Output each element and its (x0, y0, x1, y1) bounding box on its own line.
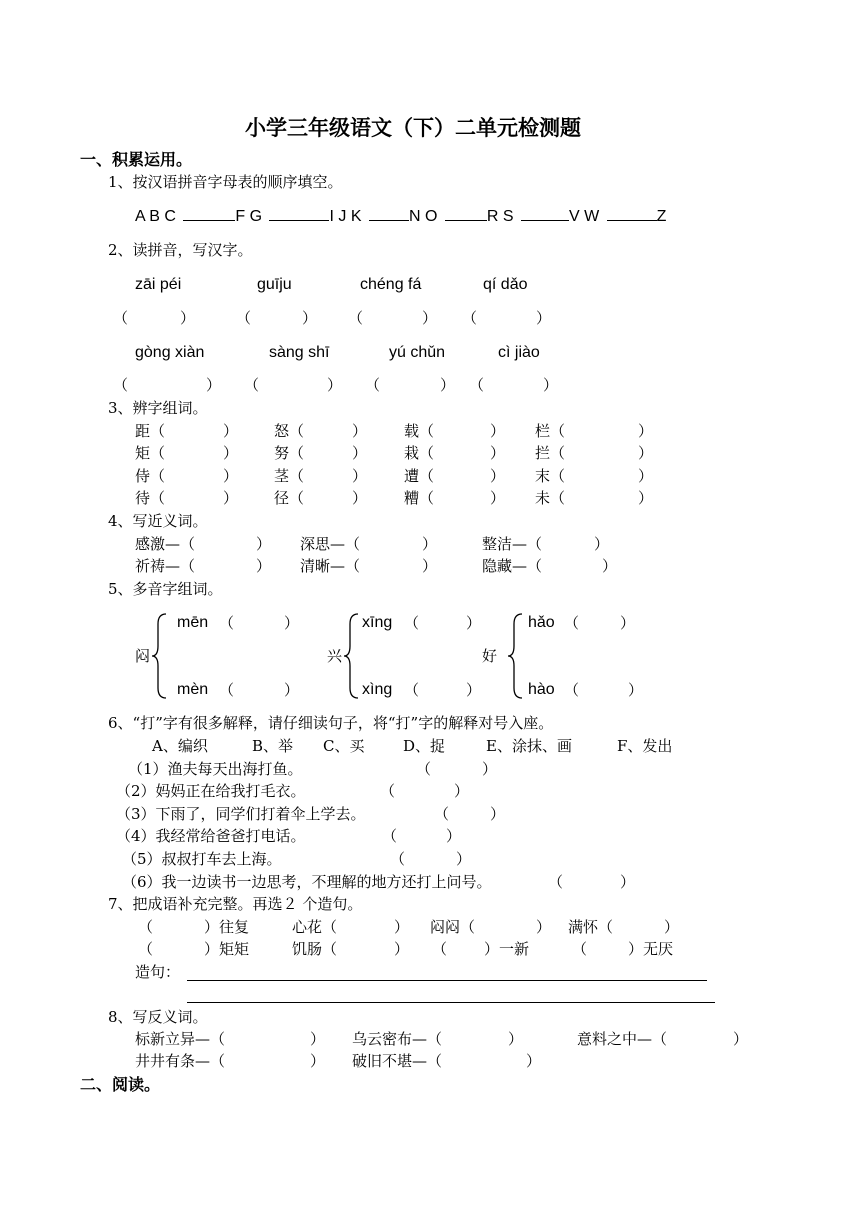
q5-paren-left: （ (404, 614, 420, 632)
q6-paren-right: ） (446, 827, 462, 845)
q6-option: F、发出 (617, 737, 673, 755)
q3-char: 矩（ (135, 444, 166, 462)
q5-paren-left: （ (219, 681, 235, 699)
q1-blank[interactable] (607, 219, 657, 221)
q6-paren-right: ） (456, 850, 472, 868)
q1-letters: R S (486, 208, 514, 225)
q7-part: ）无厌 (628, 940, 674, 958)
q1-blank[interactable] (269, 219, 329, 221)
q4-word: 感激—（ (135, 535, 196, 553)
q2-prompt: 2、读拼音，写汉字。 (108, 241, 253, 259)
q3-close: ） (490, 489, 506, 507)
q3-close: ） (490, 422, 506, 440)
q3-close: ） (352, 422, 368, 440)
q5-pinyin-bottom: xìng (362, 681, 393, 698)
q3-char: 待（ (135, 489, 166, 507)
q3-char: 拦（ (535, 444, 566, 462)
brace-icon (506, 610, 526, 702)
q1-letters: V W (568, 208, 600, 225)
q6-paren-left: （ (416, 760, 432, 778)
q2-pinyin: yú chǔn (389, 344, 446, 361)
sentence-answer-line[interactable] (187, 980, 707, 981)
q7-part: ） (536, 918, 552, 936)
q7-part: ）一新 (484, 940, 530, 958)
q5-char: 兴 (327, 647, 343, 665)
q1-letters: N O (408, 208, 438, 225)
q4-word: 祈祷—（ (135, 557, 196, 575)
q2-paren-right: ） (302, 309, 318, 327)
q8-close: ） (508, 1030, 524, 1048)
q6-prompt: 6、“打”字有很多解释，请仔细读句子，将“打”字的解释对号入座。 (108, 714, 554, 732)
q5-paren-right: ） (284, 681, 300, 699)
q4-close: ） (422, 557, 438, 575)
q5-paren-left: （ (564, 681, 580, 699)
q3-close: ） (223, 489, 239, 507)
q5-paren-left: （ (564, 614, 580, 632)
q6-paren-left: （ (380, 782, 396, 800)
q1-blank[interactable] (445, 219, 487, 221)
q2-paren-left: （ (244, 376, 260, 394)
q2-paren-right: ） (206, 376, 222, 394)
q1-blank[interactable] (183, 219, 235, 221)
q6-option: D、捉 (403, 737, 446, 755)
q5-paren-right: ） (628, 681, 644, 699)
q7-part: ）往复 (204, 918, 250, 936)
q2-pinyin: cì jiào (498, 344, 540, 361)
q7-part: （ (138, 918, 154, 936)
q4-close: ） (256, 535, 272, 553)
q2-pinyin: sàng shī (269, 344, 330, 361)
q3-close: ） (352, 444, 368, 462)
q3-char: 径（ (274, 489, 305, 507)
q5-prompt: 5、多音字组词。 (108, 580, 223, 598)
q5-paren-right: ） (466, 614, 482, 632)
q5-paren-left: （ (219, 614, 235, 632)
q6-paren-right: ） (620, 873, 636, 891)
q8-close: ） (733, 1030, 749, 1048)
q6-paren-left: （ (548, 873, 564, 891)
q4-close: ） (256, 557, 272, 575)
q1-blank[interactable] (521, 219, 569, 221)
brace-icon (150, 610, 170, 702)
q7-part: （ (138, 940, 154, 958)
q7-part: （ (572, 940, 588, 958)
q2-pinyin: zāi péi (135, 276, 182, 293)
q1-letters: Z (656, 208, 667, 225)
q8-prompt: 8、写反义词。 (108, 1008, 208, 1026)
q3-char: 栏（ (535, 422, 566, 440)
q2-paren-left: （ (469, 376, 485, 394)
q6-option: E、涂抹、画 (486, 737, 572, 755)
q3-close: ） (223, 422, 239, 440)
q6-sentence: （2）妈妈正在给我打毛衣。 (116, 782, 306, 800)
q1-blank[interactable] (369, 219, 409, 221)
q3-close: ） (223, 444, 239, 462)
q6-paren-right: ） (490, 805, 506, 823)
q3-char: 努（ (274, 444, 305, 462)
q2-paren-right: ） (327, 376, 343, 394)
q5-char: 闷 (135, 647, 151, 665)
q3-close: ） (638, 489, 654, 507)
q3-close: ） (490, 467, 506, 485)
q6-option: B、举 (252, 737, 294, 755)
q6-sentence: （6）我一边读书一边思考，不理解的地方还打上问号。 (122, 873, 492, 891)
q3-close: ） (352, 467, 368, 485)
q8-word: 标新立异—（ (135, 1030, 226, 1048)
q5-paren-right: ） (466, 681, 482, 699)
q7-part: 满怀（ (568, 918, 614, 936)
q3-char: 栽（ (404, 444, 435, 462)
q5-pinyin-top: mēn (177, 614, 209, 631)
q7-part: ） (394, 918, 410, 936)
q8-word: 乌云密布—（ (352, 1030, 443, 1048)
q4-word: 隐藏—（ (482, 557, 543, 575)
q1-letters: A B C (135, 208, 176, 225)
q6-paren-left: （ (434, 805, 450, 823)
q5-char: 好 (482, 647, 498, 665)
q4-word: 整洁—（ (482, 535, 543, 553)
q2-pinyin: guīju (257, 276, 292, 293)
q5-paren-left: （ (404, 681, 420, 699)
q5-paren-right: ） (620, 614, 636, 632)
q8-word: 意料之中—（ (577, 1030, 668, 1048)
q3-char: 侍（ (135, 467, 166, 485)
q3-close: ） (638, 422, 654, 440)
q2-pinyin: qí dǎo (483, 276, 528, 293)
q4-close: ） (602, 557, 618, 575)
q2-paren-right: ） (180, 309, 196, 327)
q8-close: ） (526, 1052, 542, 1070)
q2-paren-right: ） (536, 309, 552, 327)
q6-sentence: （1）渔夫每天出海打鱼。 (128, 760, 303, 778)
q2-paren-left: （ (113, 376, 129, 394)
q3-char: 末（ (535, 467, 566, 485)
q3-char: 未（ (535, 489, 566, 507)
q6-option: A、编织 (152, 737, 208, 755)
q3-char: 载（ (404, 422, 435, 440)
q8-word: 井井有条—（ (135, 1052, 226, 1070)
q7-part: （ (432, 940, 448, 958)
q2-paren-left: （ (348, 309, 364, 327)
q1-alphabet-row (135, 209, 666, 225)
q3-prompt: 3、辨字组词。 (108, 399, 208, 417)
q6-sentence: （3）下雨了，同学们打着伞上学去。 (116, 805, 366, 823)
q3-close: ） (352, 489, 368, 507)
q8-close: ） (310, 1052, 326, 1070)
q4-word: 清晰—（ (300, 557, 361, 575)
q4-close: ） (594, 535, 610, 553)
q7-prompt: 7、把成语补充完整。再选２ 个造句。 (108, 895, 363, 913)
section1-heading: 一、积累运用。 (80, 150, 193, 169)
q5-pinyin-top: hǎo (528, 614, 555, 631)
q4-prompt: 4、写近义词。 (108, 512, 208, 530)
q5-paren-right: ） (284, 614, 300, 632)
q6-paren-right: ） (482, 760, 498, 778)
q6-option: C、买 (323, 737, 365, 755)
q7-part: ） (394, 940, 410, 958)
q2-paren-left: （ (113, 309, 129, 327)
q4-close: ） (422, 535, 438, 553)
q3-close: ） (638, 444, 654, 462)
brace-icon (342, 610, 362, 702)
q2-paren-right: ） (440, 376, 456, 394)
q7-part: 心花（ (292, 918, 338, 936)
q3-char: 距（ (135, 422, 166, 440)
page-title: 小学三年级语文（下）二单元检测题 (245, 115, 581, 140)
sentence-answer-line[interactable] (187, 1002, 715, 1003)
q7-make-sentence-label: 造句： (135, 963, 181, 981)
q3-close: ） (638, 467, 654, 485)
q2-paren-left: （ (236, 309, 252, 327)
q2-pinyin: chéng fá (360, 276, 422, 293)
q3-char: 遭（ (404, 467, 435, 485)
q6-sentence: （5）叔叔打车去上海。 (122, 850, 282, 868)
q7-part: ）矩矩 (204, 940, 250, 958)
q3-char: 茎（ (274, 467, 305, 485)
q3-char: 怒（ (274, 422, 305, 440)
q2-paren-right: ） (422, 309, 438, 327)
q1-letters: F G (235, 208, 263, 225)
q3-close: ） (490, 444, 506, 462)
q1-prompt: 1、按汉语拼音字母表的顺序填空。 (108, 173, 343, 191)
q6-sentence: （4）我经常给爸爸打电话。 (116, 827, 306, 845)
q2-pinyin: gòng xiàn (135, 344, 205, 361)
q5-pinyin-bottom: hào (528, 681, 555, 698)
q2-paren-left: （ (365, 376, 381, 394)
q2-paren-right: ） (543, 376, 559, 394)
q7-part: ） (664, 918, 680, 936)
q5-pinyin-top: xīng (362, 614, 393, 631)
q3-close: ） (223, 467, 239, 485)
q7-part: 饥肠（ (292, 940, 338, 958)
q3-char: 糟（ (404, 489, 435, 507)
q5-pinyin-bottom: mèn (177, 681, 209, 698)
q7-part: 闷闷（ (430, 918, 476, 936)
q6-paren-right: ） (454, 782, 470, 800)
q6-paren-left: （ (390, 850, 406, 868)
q8-word: 破旧不堪—（ (352, 1052, 443, 1070)
q4-word: 深思—（ (300, 535, 361, 553)
section2-heading: 二、阅读。 (80, 1075, 161, 1094)
q8-close: ） (310, 1030, 326, 1048)
q2-paren-left: （ (462, 309, 478, 327)
q6-paren-left: （ (382, 827, 398, 845)
q1-letters: I J K (329, 208, 362, 225)
